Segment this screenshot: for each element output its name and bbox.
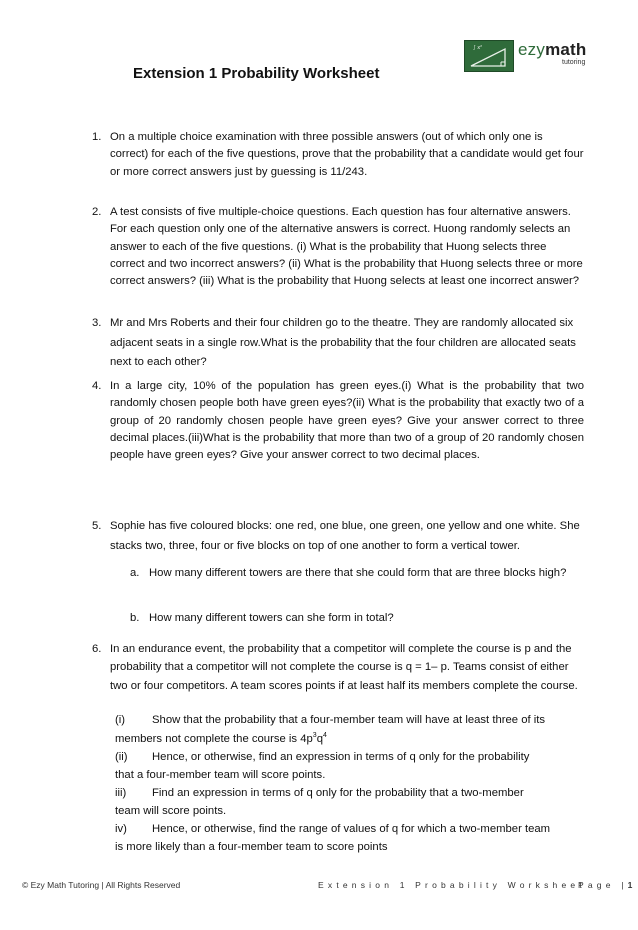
question-5-part-b bbox=[130, 610, 570, 627]
question-text: Sophie has five coloured blocks: one red, one blue, one green, one yellow and one white. She stacks two, three, four or five blocks on top of one another to form a vertical tower. bbox=[110, 520, 580, 552]
question-6-part-iii-continued: team will score points. bbox=[115, 805, 227, 817]
exponent: 4 bbox=[323, 732, 327, 740]
question-text: Mr and Mrs Roberts and their four children go to the theatre. They are randomly allocated six adjacent seats in a single row.What is the probability that the four children are allocated seats next to each other? bbox=[110, 317, 576, 368]
question-3 bbox=[92, 314, 584, 373]
question-5-part-a bbox=[130, 564, 570, 583]
question-number: 1. bbox=[92, 131, 102, 143]
part-text: members not complete the course is 4p bbox=[115, 733, 313, 745]
question-number: 5. bbox=[92, 520, 102, 532]
question-text: On a multiple choice examination with three possible answers (out of which only one is correct) for each of the five questions, prove that the probability that a candidate would get four or more correct answers just by guessing is 11/243. bbox=[110, 131, 584, 178]
part-label: iii) bbox=[115, 787, 127, 799]
part-text: Find an expression in terms of q only for the probability that a two-member bbox=[152, 787, 524, 799]
logo-wordmark: ezymath bbox=[518, 40, 587, 59]
chalkboard-icon bbox=[464, 40, 514, 72]
footer-page-number bbox=[578, 880, 632, 890]
page-title: Extension 1 Probability Worksheet bbox=[133, 65, 380, 82]
question-text: In an endurance event, the probability that a competitor will complete the course is p and the probability that a competitor will not complete the course is q = 1– p. Teams consist of either two or four competitors. A team scores points if at least half its members complete the course. bbox=[110, 643, 578, 692]
part-label: (i) bbox=[115, 714, 126, 726]
page-label: Page | bbox=[578, 880, 628, 890]
part-text: Hence, or otherwise, find the range of values of q for which a two-member team bbox=[152, 823, 551, 835]
question-6-part-i bbox=[115, 712, 585, 729]
question-2 bbox=[92, 204, 584, 290]
question-6-part-ii-continued: that a four-member team will score points. bbox=[115, 769, 326, 781]
question-6-part-i-continued bbox=[115, 731, 585, 748]
part-text: How many different towers are there that she could form that are three blocks high? bbox=[149, 567, 567, 579]
variable: q bbox=[316, 733, 323, 745]
part-label: b. bbox=[130, 612, 140, 624]
footer-copyright: © Ezy Math Tutoring | All Rights Reserved bbox=[22, 880, 181, 890]
question-6 bbox=[92, 640, 584, 695]
question-1 bbox=[92, 129, 584, 181]
question-number: 6. bbox=[92, 643, 102, 655]
question-4 bbox=[92, 378, 584, 464]
footer-document-title: Extension 1 Probability Worksheet bbox=[318, 880, 586, 890]
question-number: 3. bbox=[92, 317, 102, 329]
page-number: 1 bbox=[627, 880, 633, 890]
part-text: How many different towers can she form in total? bbox=[149, 612, 394, 624]
question-6-part-iv bbox=[115, 821, 585, 838]
question-text: A test consists of five multiple-choice questions. Each question has four alternative answers. For each question only one of the alternative answers is correct. Huong randomly selects an answer to each of the five questions. (i) What is the probability that Huong selects three correct and two incorrect answers? (ii) What is the probability that Huong selects three or more correct answers? (iii) What is the probability that Huong selects at least one incorrect answer? bbox=[110, 206, 583, 288]
part-label: iv) bbox=[115, 823, 127, 835]
part-label: a. bbox=[130, 567, 140, 579]
question-6-part-iv-continued: is more likely than a four-member team to score points bbox=[115, 841, 388, 853]
part-text: Hence, or otherwise, find an expression in terms of q only for the probability bbox=[152, 751, 530, 763]
question-5 bbox=[92, 516, 584, 556]
question-number: 4. bbox=[92, 380, 102, 392]
question-number: 2. bbox=[92, 206, 102, 218]
question-text: In a large city, 10% of the population has green eyes.(i) What is the probability that two randomly chosen people both have green eyes?(ii) What is the probability that exactly two of a group of 20 randomly chosen people have green eyes? Give your answer correct to three decimal places.(iii)What is the probability that more than two of a group of 20 randomly chosen people have green eyes? Give your answer correct to two decimal places. bbox=[110, 380, 584, 462]
exponent: 3 bbox=[312, 732, 317, 740]
part-label: (ii) bbox=[115, 751, 128, 763]
logo-tagline: tutoring bbox=[562, 59, 586, 66]
question-6-part-ii bbox=[115, 749, 585, 766]
ezy-math-logo bbox=[464, 40, 594, 72]
question-6-part-iii bbox=[115, 785, 585, 802]
part-text: Show that the probability that a four-member team will have at least three of its bbox=[152, 714, 546, 726]
svg-text:∫ x²: ∫ x² bbox=[473, 45, 483, 51]
